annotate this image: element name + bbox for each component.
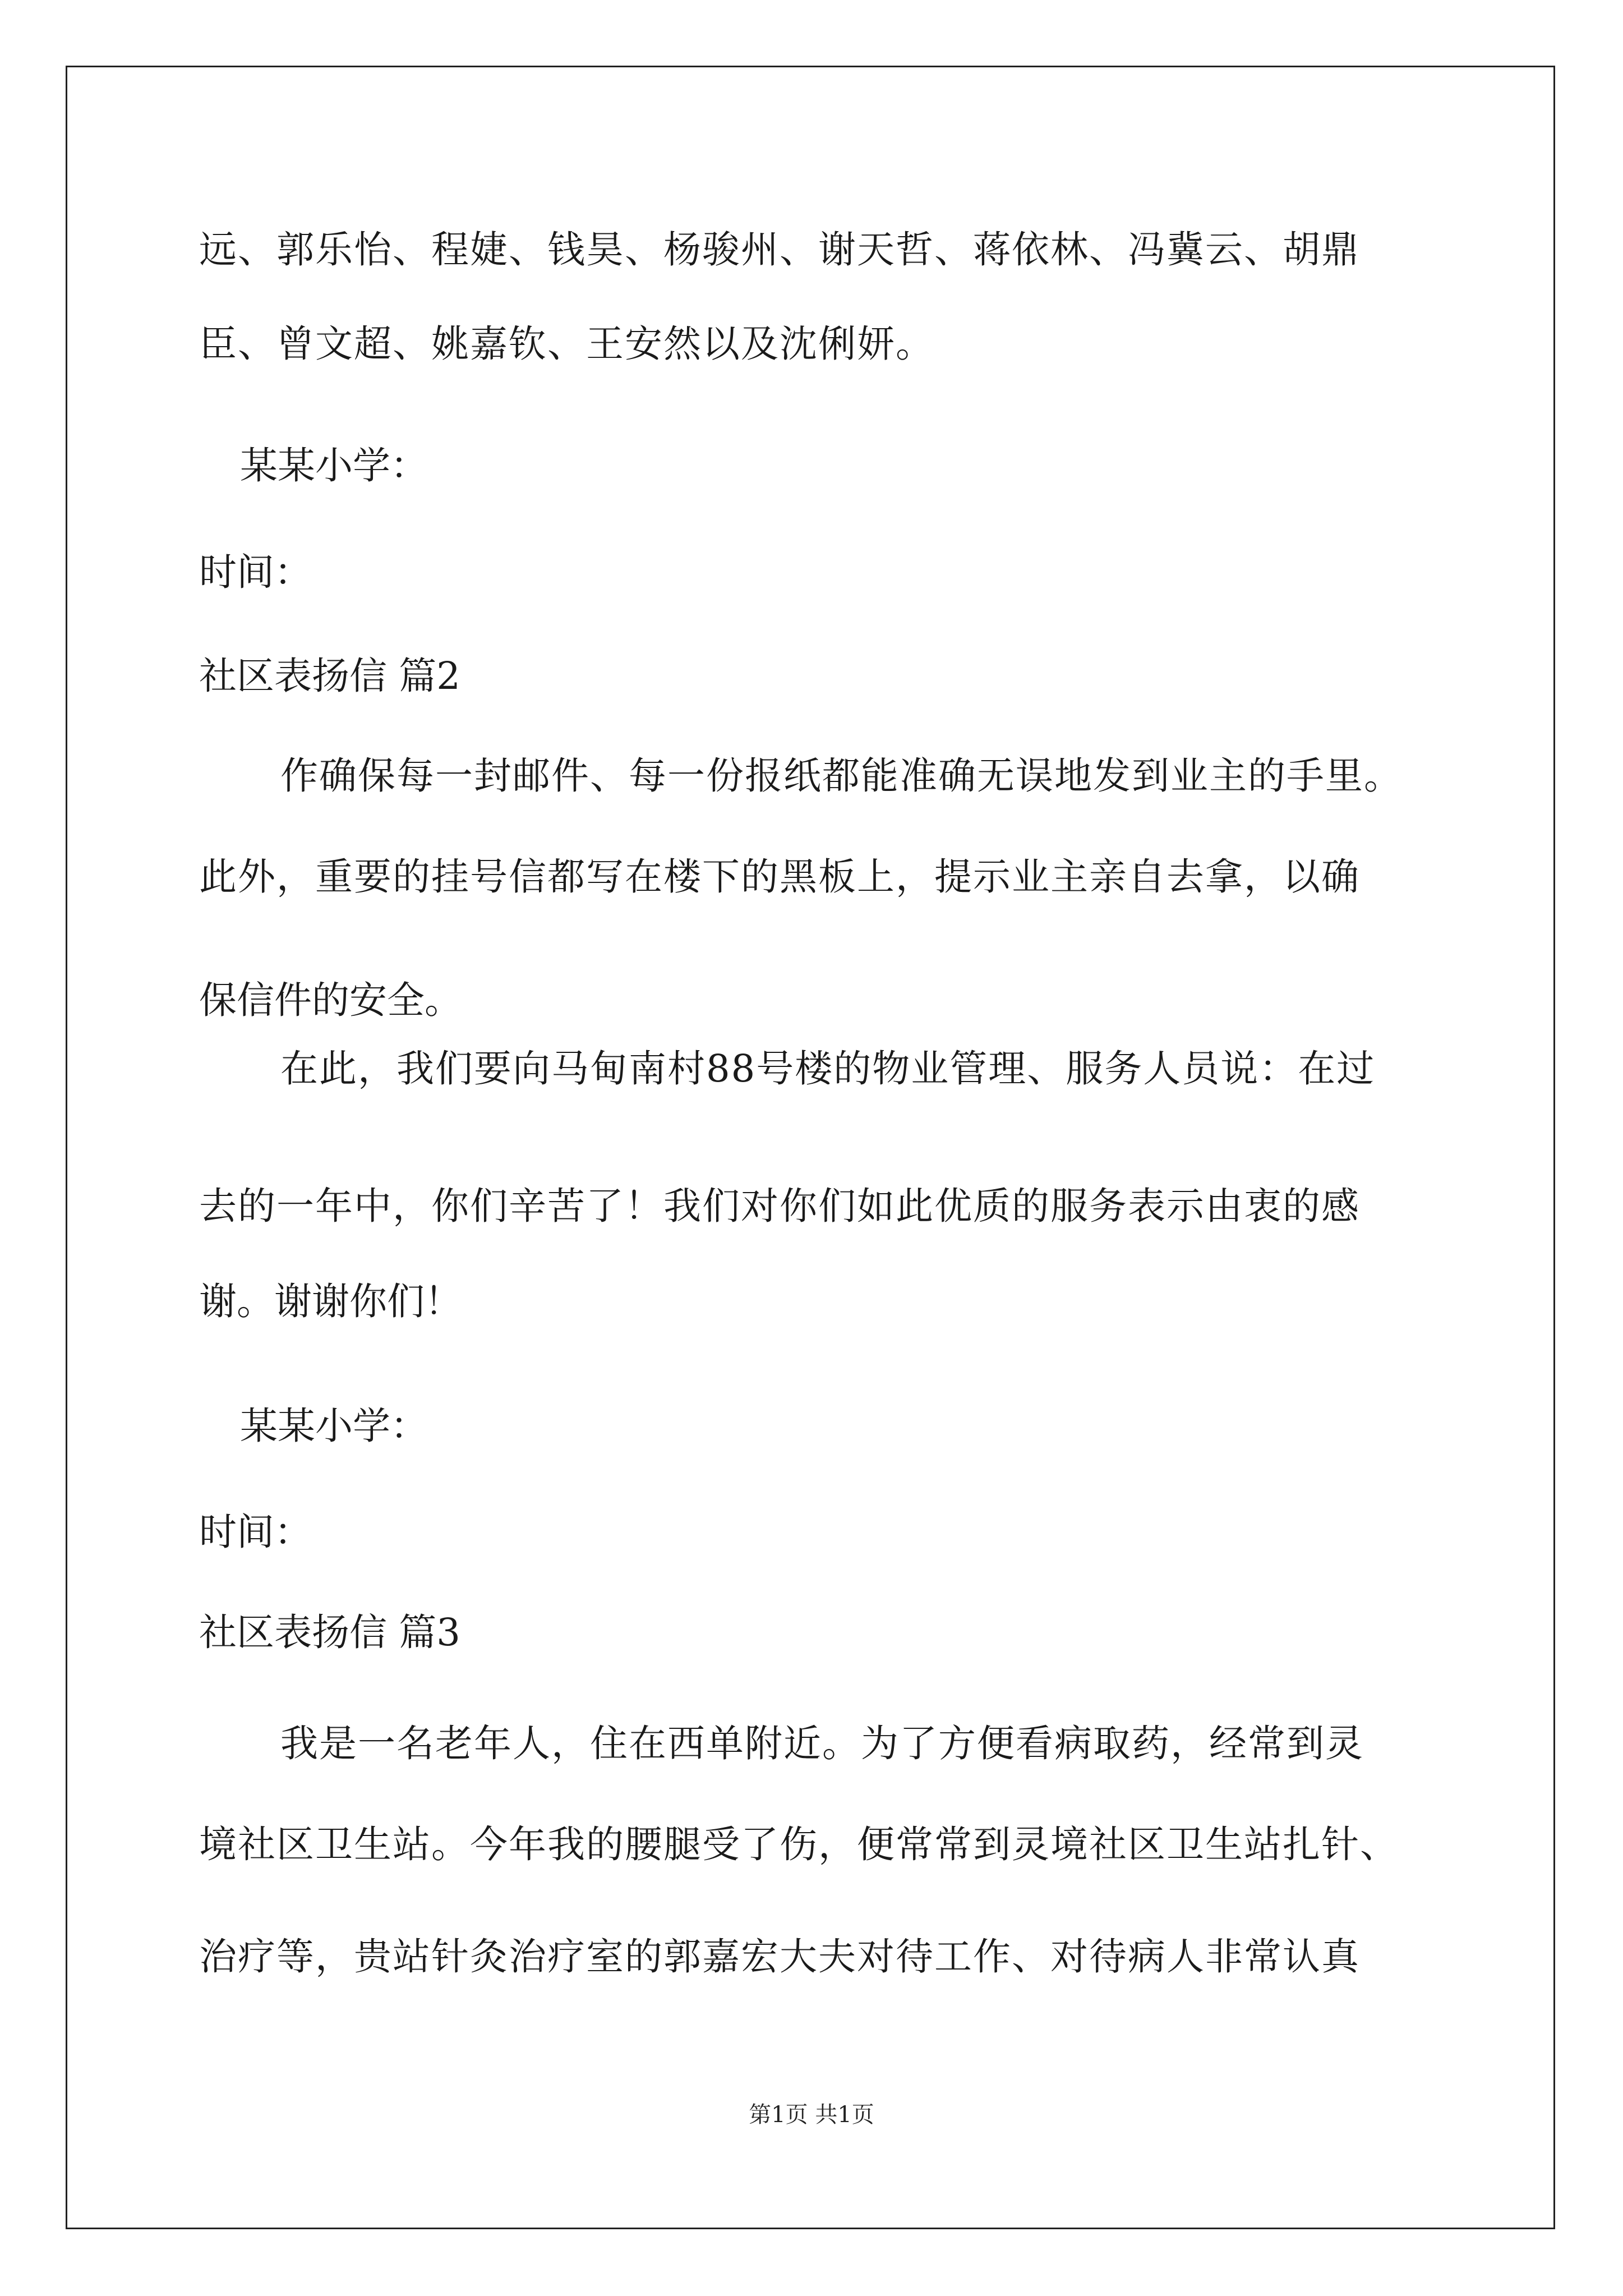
text-line: 臣、曾文超、姚嘉钦、王安然以及沈俐妍。 [199, 322, 934, 366]
text-line: 在此，我们要向马甸南村88号楼的物业管理、服务人员说：在过 [280, 1047, 1376, 1091]
text-line: 境社区卫生站。今年我的腰腿受了伤，便常常到灵境社区卫生站扎针、 [199, 1823, 1399, 1866]
text-line: 我是一名老年人，住在西单附近。为了方便看病取药，经常到灵 [280, 1722, 1364, 1765]
signature-date: 时间： [199, 1510, 312, 1554]
text-line: 远、郭乐怡、程婕、钱昊、杨骏州、谢天哲、蒋依林、冯冀云、胡鼎 [199, 228, 1360, 272]
section-heading: 社区表扬信 篇3 [199, 1611, 460, 1654]
signature-date: 时间： [199, 550, 312, 594]
text-line: 作确保每一封邮件、每一份报纸都能准确无误地发到业主的手里。 [280, 754, 1403, 798]
text-line: 此外，重要的挂号信都写在楼下的黑板上，提示业主亲自去拿，以确 [199, 855, 1360, 899]
text-line: 谢。谢谢你们！ [199, 1280, 462, 1323]
text-line: 治疗等，贵站针灸治疗室的郭嘉宏大夫对待工作、对待病人非常认真 [199, 1935, 1360, 1978]
signature-school: 某某小学： [240, 444, 428, 487]
page-border [66, 66, 1555, 2229]
section-heading: 社区表扬信 篇2 [199, 654, 460, 698]
page-number-footer: 第1页 共1页 [749, 2102, 874, 2128]
signature-school: 某某小学： [240, 1404, 428, 1448]
text-line: 保信件的安全。 [199, 978, 462, 1022]
text-line: 去的一年中，你们辛苦了！我们对你们如此优质的服务表示由衷的感 [199, 1184, 1360, 1228]
